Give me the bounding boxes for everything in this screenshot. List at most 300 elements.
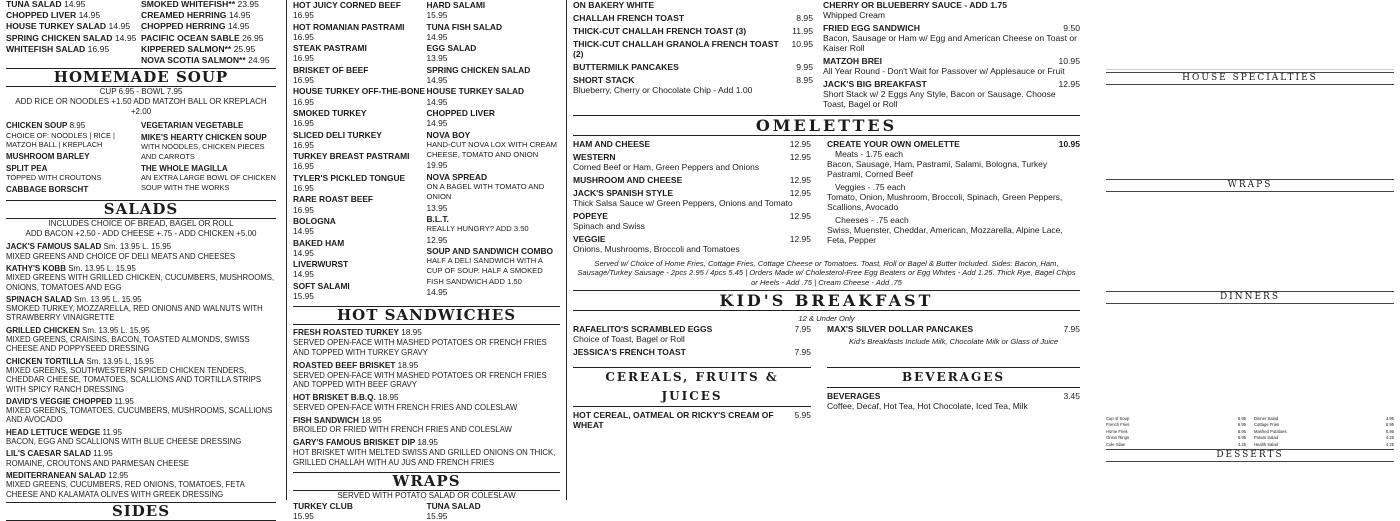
wraps-info: SERVED WITH POTATO SALAD OR COLESLAW	[337, 490, 516, 500]
item-price: 5.95	[1385, 428, 1394, 434]
house-specialties-heading: HOUSE SPECIALTIES	[1106, 72, 1394, 85]
soup-item	[6, 121, 141, 150]
side-mini-item	[1254, 442, 1394, 447]
salad-list	[6, 242, 276, 498]
sandwich-price: 14.95	[293, 269, 314, 280]
sandwich-item	[427, 246, 561, 297]
soup-name: SPLIT PEA	[6, 163, 48, 173]
soup-desc: WITH NOODLES, CHICKEN PIECES AND CARROTS	[141, 142, 265, 161]
item-row	[573, 26, 813, 36]
salad-desc: MIXED GREENS, SOUTHWESTERN SPICED CHICKEN TENDERS, CHEDDAR CHEESE, TOMATOES, SCALLIONS AND TORTILLA STRIPS WITH SPICY RANCH DRESSING	[6, 365, 262, 394]
sandwich-name: SOUP AND SANDWICH COMBO	[426, 245, 554, 256]
hot-price: 18.95	[397, 360, 419, 370]
item-price: 5.95	[1237, 435, 1246, 441]
salad-item	[6, 264, 276, 292]
hot-name: GARY'S FAMOUS BRISKET DIP	[293, 438, 416, 448]
hot-sandwich-item	[293, 361, 560, 390]
sandwich-price: 12.95	[426, 234, 448, 245]
sandwich-item	[427, 22, 561, 43]
sides-heading: SIDES	[6, 502, 276, 521]
sandwich-price: 15.95	[293, 291, 314, 302]
sandwich-name: SOFT SALAMI	[293, 280, 350, 291]
salad-desc: MIXED GREENS, CUCUMBERS, RED ONIONS, TOMATOES, FETA CHEESE AND KALAMATA OLIVES WITH GREEK DRESSING	[6, 480, 245, 499]
omelette-option	[827, 215, 1080, 245]
hot-sandwich-item	[293, 328, 560, 357]
menu-item	[823, 56, 1080, 76]
item-price: 12.95	[789, 152, 811, 162]
sandwich-price: 16.95	[293, 96, 314, 107]
item-name: CHERRY OR BLUEBERRY SAUCE - ADD 1.75	[823, 0, 1008, 10]
sandwich-price: 14.95	[426, 96, 448, 107]
item-name: RAFAELITO'S SCRAMBLED EGGS	[573, 323, 713, 334]
kids-sub: 12 & Under Only	[798, 314, 855, 324]
soup-price: 8.95	[69, 121, 86, 131]
sandwich-item	[427, 65, 561, 86]
sandwich-name: CHOPPED LIVER	[426, 107, 495, 118]
salad-item	[6, 397, 276, 425]
dinners-fine-print	[1106, 306, 1394, 416]
sandwich-name: SLICED DELI TURKEY	[293, 129, 382, 140]
item-price: 6.95	[1237, 422, 1246, 428]
sandwich-price: 13.95	[426, 53, 448, 64]
item-desc: Coffee, Decaf, Hot Tea, Hot Chocolate, Iced Tea, Milk	[827, 400, 1028, 411]
item-row	[573, 39, 813, 59]
item-name: French Fries	[1106, 422, 1130, 428]
salad-item	[6, 295, 276, 323]
sandwich-name: HOT JUICY CORNED BEEF	[293, 0, 401, 10]
menu-item	[573, 139, 811, 149]
sandwich-item	[293, 65, 427, 86]
item-price: 8.95	[796, 13, 813, 23]
menu-item	[573, 0, 813, 10]
sandwich-item	[293, 216, 427, 237]
sandwich-price: 15.95	[426, 10, 448, 21]
menu-item	[573, 410, 811, 430]
salads-info: INCLUDES CHOICE OF BREAD, BAGEL OR ROLL	[48, 219, 234, 229]
item-name: WESTERN	[573, 152, 616, 162]
item-price: 3.45	[1063, 390, 1080, 401]
sandwich-item	[293, 281, 427, 302]
wrap-name: TURKEY CLUB	[293, 500, 353, 511]
soup-desc: CHOICE OF: NOODLES | RICE | MATZOH BALL | KREPLACH	[6, 130, 115, 150]
item-name: CREAMED HERRING	[141, 10, 227, 21]
salad-price: Sm. 13.95 L. 15.95	[86, 356, 154, 366]
menu-item	[6, 0, 141, 10]
menu-item	[141, 33, 276, 44]
item-price: 25.95	[233, 43, 256, 54]
item-price: 6.95	[1385, 422, 1394, 428]
salads-heading: SALADS	[6, 200, 276, 219]
sandwich-item	[293, 108, 427, 129]
item-price: 9.95	[796, 62, 813, 72]
wrap-item	[293, 501, 427, 521]
sandwich-price: 13.95	[426, 202, 448, 213]
item-price: 14.95	[78, 10, 101, 21]
item-price: 24.95	[248, 55, 270, 66]
sandwich-item	[293, 259, 427, 280]
soup-item	[141, 133, 276, 162]
sandwich-item	[427, 43, 561, 64]
sandwich-name: SPRING CHICKEN SALAD	[426, 64, 531, 75]
sandwich-item	[293, 173, 427, 194]
wrap-item	[427, 501, 561, 521]
item-price: 12.95	[789, 175, 811, 185]
menu-item	[573, 13, 813, 23]
item-row	[573, 175, 811, 185]
sandwich-name: BRISKET OF BEEF	[293, 64, 369, 75]
salad-desc: MIXED GREENS, TOMATOES, CUCUMBERS, MUSHROOMS, SCALLIONS AND AVOCADO	[6, 406, 273, 425]
sandwich-item	[293, 130, 427, 151]
item-name: Mashed Potatoes	[1254, 428, 1287, 434]
salad-price: 11.95	[114, 396, 134, 406]
item-price: 4.25	[1385, 441, 1394, 447]
salad-name: LIL'S CAESAR SALAD	[6, 449, 92, 459]
sandwich-name: TUNA FISH SALAD	[426, 21, 503, 32]
kids-item	[827, 324, 1080, 334]
sandwich-item	[427, 86, 561, 107]
menu-item	[573, 62, 813, 72]
soup-name: CABBAGE BORSCHT	[6, 184, 89, 194]
item-name: PACIFIC OCEAN SABLE	[141, 32, 240, 43]
menu-panel-breakfast	[566, 0, 1086, 500]
omelette-option	[827, 149, 1080, 179]
menu-item	[573, 152, 811, 172]
sandwich-price: 16.95	[293, 31, 314, 42]
sandwich-name: STEAK PASTRAMI	[293, 43, 367, 54]
hot-name: FRESH ROASTED TURKEY	[293, 328, 399, 338]
item-name: Dinner Salad	[1254, 416, 1279, 421]
sandwich-name: B.L.T.	[426, 213, 449, 224]
salad-price: 11.95	[102, 427, 122, 437]
salad-desc: MIXED GREENS, CRAISINS, BACON, TOASTED ALMONDS, SWISS CHEESE AND POPPYSEED DRESSING	[6, 335, 250, 354]
menu-item	[141, 0, 276, 10]
menu-item	[141, 55, 276, 66]
omelettes-heading: OMELETTES	[573, 115, 1080, 136]
kids-list	[573, 324, 1080, 360]
menu-item	[6, 33, 141, 44]
item-name: THICK-CUT CHALLAH FRENCH TOAST (3)	[573, 26, 747, 36]
menu-item	[6, 10, 141, 21]
item-price: 5.95	[794, 409, 811, 420]
item-price: 8.95	[796, 75, 813, 85]
salad-item	[6, 471, 276, 499]
side-mini-item	[1254, 429, 1394, 434]
soup-item	[6, 152, 141, 162]
item-row	[573, 0, 813, 10]
create-omelette-title: CREATE YOUR OWN OMELETTE	[827, 139, 960, 149]
side-mini-item	[1106, 429, 1246, 434]
item-name: HOT CEREAL, OATMEAL OR RICKY'S CREAM OF WHEAT	[573, 409, 774, 430]
menu-item	[141, 10, 276, 21]
item-price: 11.95	[792, 26, 813, 36]
salad-price: Sm. 13.95 L. 15.95	[74, 294, 142, 304]
hot-desc: SERVED OPEN-FACE WITH FRENCH FRIES AND COLESLAW	[293, 402, 518, 412]
soup-item	[6, 164, 141, 183]
item-row	[823, 79, 1080, 89]
hot-desc: SERVED OPEN-FACE WITH MASHED POTATOES OR FRENCH FRIES AND TOPPED WITH TURKEY GRAVY	[293, 338, 547, 357]
item-desc: Choice of Toast, Bagel or Roll	[573, 333, 685, 344]
item-row	[573, 324, 811, 334]
item-price: 26.95	[242, 32, 264, 43]
item-price: 6.95	[1237, 428, 1246, 434]
salad-price: 12.95	[108, 470, 129, 480]
sandwich-price: 14.95	[426, 31, 448, 42]
item-name: CHOPPED HERRING	[141, 21, 226, 32]
soup-name: THE WHOLE MAGILLA	[141, 163, 228, 173]
kids-item	[573, 324, 811, 344]
item-name: JACK'S BIG BREAKFAST	[823, 79, 927, 89]
salad-price: 11.95	[93, 449, 113, 459]
sandwich-item	[293, 86, 427, 107]
salad-desc: BACON, EGG AND SCALLIONS WITH BLUE CHEESE DRESSING	[6, 437, 242, 447]
sandwich-price: 14.95	[293, 226, 314, 237]
soup-list	[6, 121, 276, 196]
item-name: KIPPERED SALMON**	[141, 43, 232, 54]
sandwich-name: RARE ROAST BEEF	[293, 194, 374, 205]
item-name: SPRING CHICKEN SALAD	[6, 32, 113, 43]
item-desc: Onions, Mushrooms, Broccoli and Tomatoes	[573, 244, 740, 254]
hot-price: 18.95	[417, 438, 438, 448]
sandwich-price: 16.95	[293, 183, 314, 194]
soup-heading: HOMEMADE SOUP	[6, 68, 276, 87]
desserts-heading: DESSERTS	[1106, 449, 1394, 462]
salad-desc: ROMAINE, CROUTONS AND PARMESAN CHEESE	[6, 458, 189, 468]
soup-item	[6, 185, 141, 195]
item-name: WHITEFISH SALAD	[6, 43, 86, 54]
sandwich-price: 14.95	[426, 75, 448, 86]
item-price: 23.95	[237, 0, 259, 9]
salad-price: Sm. 13.95 L. 15.95	[103, 242, 172, 252]
wraps-heading: WRAPS	[293, 472, 560, 491]
salad-desc: MIXED GREENS AND CHOICE OF DELI MEATS AND CHEESES	[6, 251, 236, 261]
sandwich-price: 14.95	[426, 287, 448, 298]
create-omelette-price: 10.95	[1058, 139, 1080, 149]
cereal-beverage	[573, 364, 1080, 433]
option-label: Meats - 1.75 each	[835, 149, 904, 159]
item-name: Cottage Fries	[1254, 422, 1280, 428]
soup-item	[141, 121, 276, 131]
item-name: ON BAKERY WHITE	[573, 0, 655, 10]
hot-desc: BROILED OR FRIED WITH FRENCH FRIES AND COLESLAW	[293, 425, 512, 435]
salad-name: GRILLED CHICKEN	[6, 325, 80, 335]
menu-item	[573, 234, 811, 254]
item-row	[573, 152, 811, 162]
item-name: THICK-CUT CHALLAH GRANOLA FRENCH TOAST (2)	[573, 39, 779, 59]
side-mini-item	[1106, 435, 1246, 440]
item-price: 12.95	[789, 211, 811, 221]
item-price: 12.95	[789, 234, 811, 244]
menu-item	[573, 75, 813, 95]
soup-name: CHICKEN SOUP	[6, 121, 68, 131]
smoked-fish-list	[6, 0, 276, 66]
sandwich-price: 16.95	[293, 75, 314, 86]
soup-item	[141, 164, 276, 193]
salad-item	[6, 326, 276, 354]
salad-name: MEDITERRANEAN SALAD	[6, 470, 106, 480]
menu-item	[573, 211, 811, 231]
item-price: 16.95	[87, 43, 110, 54]
item-desc: Blueberry, Cherry or Chocolate Chip - Add 1.00	[573, 85, 753, 95]
wraps-fine-print	[1106, 194, 1394, 289]
sandwich-item	[427, 172, 561, 213]
salad-price: Sm. 13.95 L. 15.95	[82, 325, 150, 335]
sandwich-name: BOLOGNA	[293, 215, 336, 226]
item-price: 14.95	[63, 0, 86, 9]
sandwich-item	[427, 108, 561, 129]
salad-name: DAVID'S VEGGIE CHOPPED	[6, 396, 113, 406]
hot-name: ROASTED BEEF BRISKET	[293, 360, 396, 370]
salads-add: ADD BACON +2.50 - ADD CHEESE +.75 - ADD CHICKEN +5.00	[25, 229, 257, 239]
item-row	[823, 0, 1080, 10]
salad-name: JACK'S FAMOUS SALAD	[6, 242, 102, 252]
item-name: JACK'S SPANISH STYLE	[573, 188, 674, 198]
item-price: 14.95	[108, 21, 131, 32]
item-name: FRIED EGG SANDWICH	[823, 23, 920, 33]
omelette-list	[573, 139, 1080, 257]
option-desc: Tomato, Onion, Mushroom, Broccoli, Spinach, Green Peppers, Scallions, Avocado	[827, 192, 1063, 212]
salad-name: CHICKEN TORTILLA	[6, 356, 85, 366]
item-name: SHORT STACK	[573, 75, 635, 85]
sandwich-item	[293, 0, 427, 21]
item-name: BUTTERMILK PANCAKES	[573, 62, 679, 72]
menu-item	[573, 39, 813, 59]
soup-price: CUP 6.95 - BOWL 7.95	[99, 87, 183, 97]
item-price: 7.95	[794, 346, 811, 357]
item-name: Cup of Soup	[1106, 416, 1130, 421]
menu-panel-sandwiches	[286, 0, 566, 521]
wrap-price: 15.95	[426, 510, 448, 521]
menu-item	[823, 23, 1080, 53]
hot-sandwich-item	[293, 438, 560, 467]
side-mini-item	[1106, 416, 1246, 421]
hot-desc: HOT BRISKET WITH MELTED SWISS AND GRILLED ONIONS ON THICK, GRILLED CHALLAH WITH AU JUS AND FRENCH FRIES	[293, 448, 556, 467]
menu-item	[573, 188, 811, 208]
wraps-mini-heading: WRAPS	[1106, 179, 1394, 192]
item-price: 4.25	[1385, 435, 1394, 441]
option-label: Cheeses - .75 each	[835, 215, 909, 225]
sandwich-price: 16.95	[293, 53, 314, 64]
sandwich-name: NOVA SPREAD	[426, 171, 487, 182]
dinners-heading: DINNERS	[1106, 291, 1394, 304]
item-name: BEVERAGES	[827, 390, 881, 401]
item-price: 14.95	[227, 21, 250, 32]
hot-desc: SERVED OPEN-FACE WITH MASHED POTATOES OR FRENCH FRIES AND TOPPED WITH BEEF GRAVY	[293, 370, 547, 390]
menu-item	[573, 26, 813, 36]
sandwich-desc: ON A BAGEL WITH TOMATO AND ONION	[426, 182, 545, 202]
salad-item	[6, 357, 276, 394]
sides-mini-list	[1106, 416, 1394, 447]
menu-item	[6, 44, 141, 55]
item-desc: Bacon, Sausage or Ham w/ Egg and American Cheese on Toast or Kaiser Roll	[823, 33, 1077, 53]
item-name: MUSHROOM AND CHEESE	[573, 175, 683, 185]
item-row	[827, 391, 1080, 401]
hot-price: 18.95	[361, 415, 382, 425]
item-price: 4.95	[1385, 416, 1394, 421]
sandwich-item	[427, 214, 561, 245]
item-row	[573, 410, 811, 430]
item-name: MATZOH BREI	[823, 56, 883, 66]
sandwich-name: SMOKED TURKEY	[293, 107, 367, 118]
sandwich-price: 16.95	[293, 139, 314, 150]
sandwich-price: 16.95	[293, 118, 314, 129]
soup-name: MIKE'S HEARTY CHICKEN SOUP	[141, 132, 267, 142]
specialties-fine-print	[1106, 87, 1394, 177]
sandwich-item	[293, 22, 427, 43]
salad-desc: SMOKED TURKEY, MOZZARELLA, RED ONIONS AND WALNUTS WITH STRAWBERRY VINAIGRETTE	[6, 304, 263, 323]
item-price: 12.95	[789, 188, 811, 198]
item-name: HAM AND CHEESE	[573, 139, 651, 149]
hot-name: HOT BRISKET B.B.Q.	[293, 393, 376, 403]
wrap-list	[293, 501, 560, 521]
side-mini-item	[1106, 422, 1246, 427]
omelette-option	[827, 182, 1080, 212]
item-name: JESSICA'S FRENCH TOAST	[573, 346, 686, 357]
item-desc: All Year Round - Don't Wait for Passover w/ Applesauce or Fruit	[823, 66, 1065, 76]
sandwich-name: HOUSE TURKEY OFF-THE-BONE	[293, 86, 425, 97]
soup-add: ADD RICE OR NOODLES +1.50 ADD MATZOH BALL OR KREPLACH +2.00	[15, 97, 267, 117]
item-price: 7.95	[1063, 323, 1080, 334]
item-name: VEGGIE	[573, 234, 606, 244]
sandwich-price: 16.95	[293, 10, 314, 21]
item-name: SMOKED WHITEFISH**	[141, 0, 236, 9]
item-name: CHOPPED LIVER	[6, 10, 77, 21]
item-row	[573, 62, 813, 72]
item-name: HOUSE TURKEY SALAD	[6, 21, 107, 32]
sandwich-item	[293, 238, 427, 259]
sandwich-price: 14.95	[426, 118, 448, 129]
salad-name: SPINACH SALAD	[6, 294, 72, 304]
sandwich-name: HARD SALAMI	[426, 0, 486, 10]
item-name: Home Fries	[1106, 428, 1128, 434]
item-desc: Short Stack w/ 2 Eggs Any Style, Bacon or Sausage. Choose Toast, Bagel or Roll	[823, 89, 1056, 109]
soup-desc: TOPPED WITH CROUTONS	[6, 173, 102, 183]
sandwich-desc: HALF A DELI SANDWICH WITH A CUP OF SOUP. HALF A SMOKED FISH SANDWICH ADD 1.50	[426, 256, 543, 286]
menu-item	[823, 79, 1080, 109]
item-price: 12.95	[1058, 79, 1080, 89]
item-price: 5.95	[1237, 416, 1246, 421]
item-price: 14.95	[114, 32, 137, 43]
menu-panel-deli-salads	[0, 0, 282, 520]
sandwich-item	[427, 0, 561, 21]
menu-item	[827, 391, 1080, 411]
sandwich-desc: HAND-CUT NOVA LOX WITH CREAM CHEESE, TOMATO AND ONION	[426, 139, 558, 160]
item-name: Health Salad	[1254, 441, 1278, 447]
item-price: 9.50	[1063, 23, 1080, 33]
menu-item	[573, 175, 811, 185]
salad-item	[6, 242, 276, 261]
sandwich-price: 19.95	[426, 160, 448, 171]
sandwich-name: HOT ROMANIAN PASTRAMI	[293, 21, 405, 32]
option-desc: Swiss, Muenster, Cheddar, American, Mozzarella, Alpine Lace, Feta, Pepper	[827, 225, 1063, 245]
salad-item	[6, 449, 276, 468]
item-name: NOVA SCOTIA SALMON**	[141, 55, 246, 66]
salad-item	[6, 428, 276, 447]
wrap-price: 15.95	[293, 510, 314, 521]
sandwich-price: 16.95	[293, 204, 314, 215]
menu-item	[6, 21, 141, 32]
salad-price: Sm. 13.95 L. 15.95	[68, 263, 136, 273]
item-desc: Corned Beef or Ham, Green Peppers and Onions	[573, 162, 760, 172]
kids-heading: KID'S BREAKFAST	[573, 290, 1080, 311]
hot-price: 18.95	[401, 328, 422, 338]
option-label: Veggies - .75 each	[835, 182, 906, 192]
side-mini-item	[1254, 422, 1394, 427]
sandwich-name: BAKED HAM	[293, 237, 345, 248]
item-name: TUNA SALAD	[6, 0, 62, 9]
sandwich-name: NOVA BOY	[426, 129, 471, 140]
option-desc: Bacon, Sausage, Ham, Pastrami, Salami, Bologna, Turkey Pastrami, Corned Beef	[827, 159, 1048, 179]
sandwich-name: EGG SALAD	[426, 43, 477, 54]
